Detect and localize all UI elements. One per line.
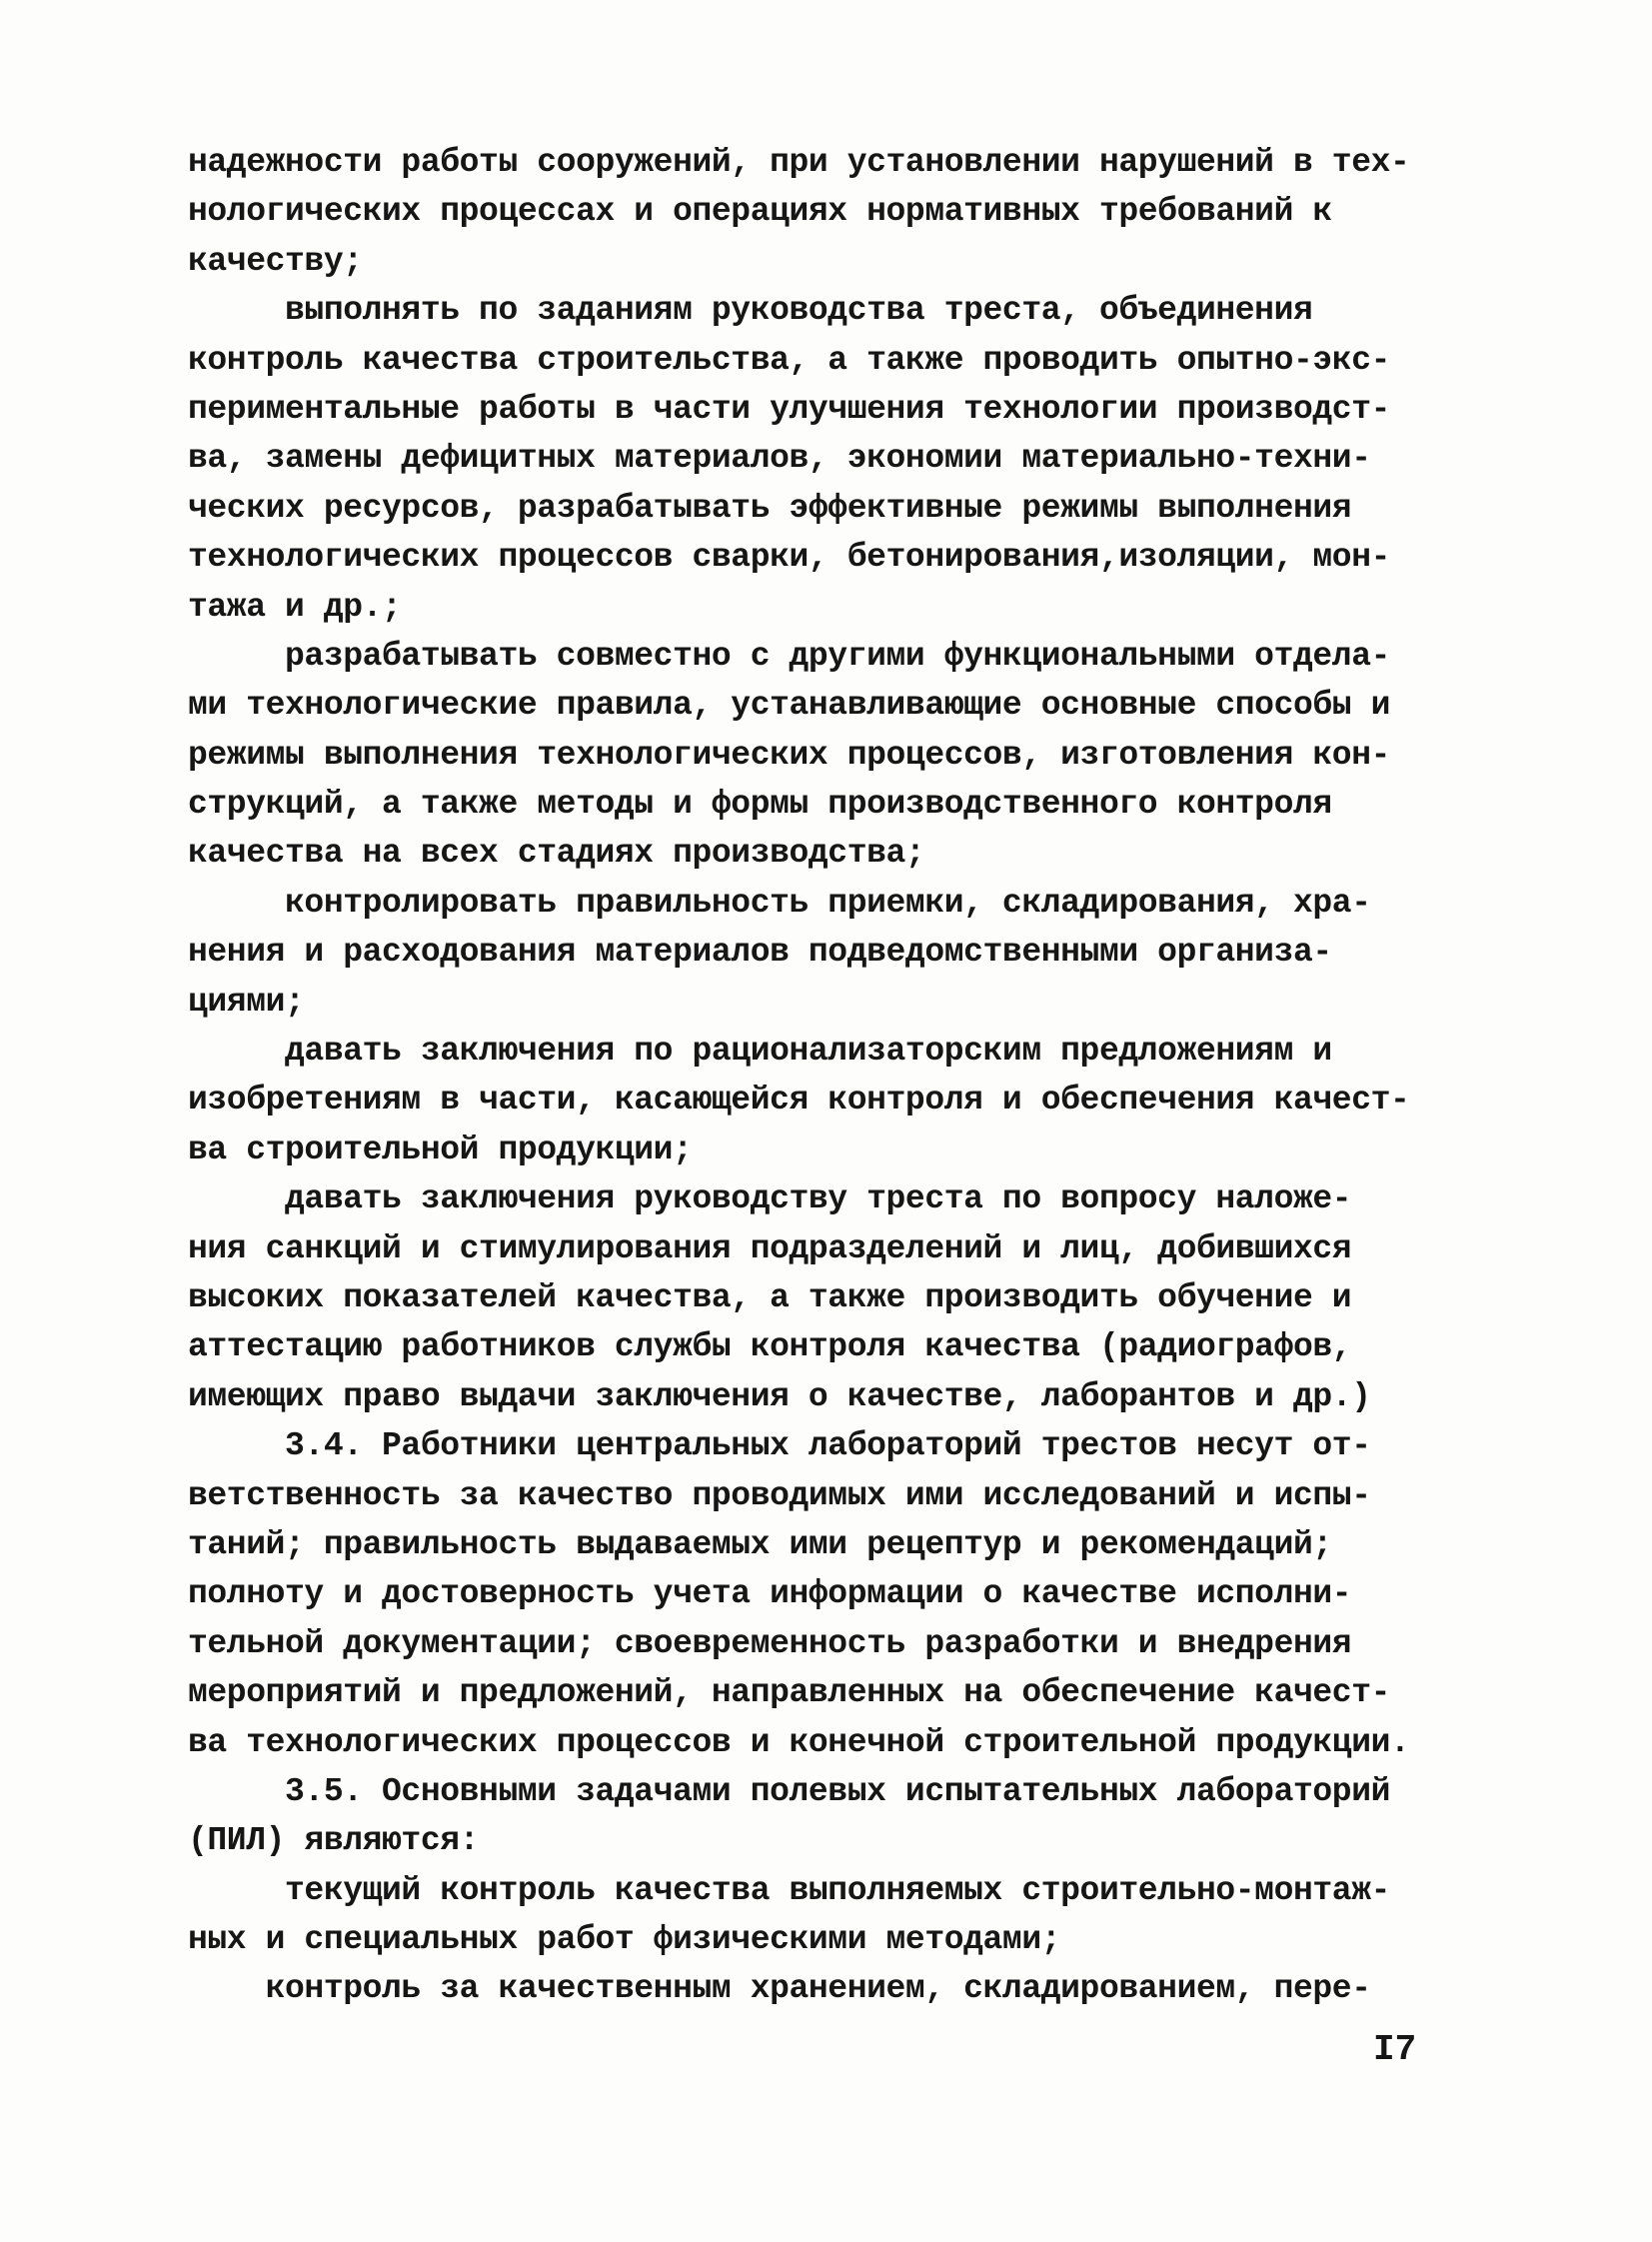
text-line: нения и расходования материалов подведомственными организа- [188, 934, 1332, 972]
text-line: ва технологических процессов и конечной строительной продукции. [188, 1723, 1410, 1761]
text-line: ми технологические правила, устанавливающие основные способы и [188, 687, 1391, 725]
text-line: циями; [188, 983, 305, 1021]
text-line: аттестацию работников службы контроля качества (радиографов, [188, 1328, 1352, 1366]
text-line: качеству; [188, 242, 363, 280]
text-line: контролировать правильность приемки, складирования, хра- [188, 884, 1371, 922]
text-line: тельной документации; своевременность разработки и внедрения [188, 1624, 1352, 1662]
text-line: мероприятий и предложений, направленных на обеспечение качест- [188, 1674, 1391, 1712]
text-line: высоких показателей качества, а также производить обучение и [188, 1278, 1352, 1316]
text-line: выполнять по заданиям руководства треста, объединения [188, 292, 1313, 330]
text-line: полноту и достоверность учета информации о качестве исполни- [188, 1575, 1352, 1613]
text-line: ва, замены дефицитных материалов, экономии материально-техни- [188, 440, 1371, 478]
text-line: (ПИЛ) являются: [188, 1822, 480, 1860]
text-line: струкций, а также методы и формы производственного контроля [188, 786, 1332, 824]
text-line: 3.4. Работники центральных лабораторий трестов несут от- [188, 1427, 1371, 1465]
text-line: контроль за качественным хранением, складированием, пере- [188, 1970, 1371, 2008]
text-line: технологических процессов сварки, бетонирования,изоляции, мон- [188, 539, 1391, 577]
text-line: 3.5. Основными задачами полевых испытательных лабораторий [188, 1772, 1391, 1810]
document-body [188, 138, 1497, 2014]
text-line: изобретениям в части, касающейся контроля и обеспечения качест- [188, 1082, 1410, 1120]
text-line: имеющих право выдачи заключения о качестве, лаборантов и др.) [188, 1377, 1371, 1415]
text-line: давать заключения по рационализаторским предложениям и [188, 1033, 1332, 1071]
text-line: таний; правильность выдаваемых ими рецептур и рекомендаций; [188, 1525, 1332, 1563]
text-line: ческих ресурсов, разрабатывать эффективные режимы выполнения [188, 489, 1352, 527]
text-line: давать заключения руководству треста по вопросу наложе- [188, 1180, 1352, 1218]
text-line: надежности работы сооружений, при установлении нарушений в тех- [188, 144, 1410, 181]
text-line: качества на всех стадиях производства; [188, 835, 925, 873]
text-line: режимы выполнения технологических процессов, изготовления кон- [188, 736, 1391, 774]
text-line: разрабатывать совместно с другими функциональными отдела- [188, 637, 1391, 675]
text-line: ветственность за качество проводимых ими исследований и испы- [188, 1476, 1371, 1514]
text-line: ных и специальных работ физическими методами; [188, 1921, 1061, 1959]
text-line: ва строительной продукции; [188, 1130, 693, 1168]
text-line: контроль качества строительства, а также проводить опытно-экс- [188, 341, 1391, 379]
text-line: тажа и др.; [188, 588, 402, 626]
text-line: ния санкций и стимулирования подразделений и лиц, добившихся [188, 1229, 1352, 1267]
text-line: текущий контроль качества выполняемых строительно-монтаж- [188, 1871, 1391, 1909]
text-line: периментальные работы в части улучшения технологии производст- [188, 390, 1391, 428]
page-number: I7 [1373, 2029, 1417, 2070]
text-line: нологических процессах и операциях нормативных требований к [188, 193, 1332, 231]
